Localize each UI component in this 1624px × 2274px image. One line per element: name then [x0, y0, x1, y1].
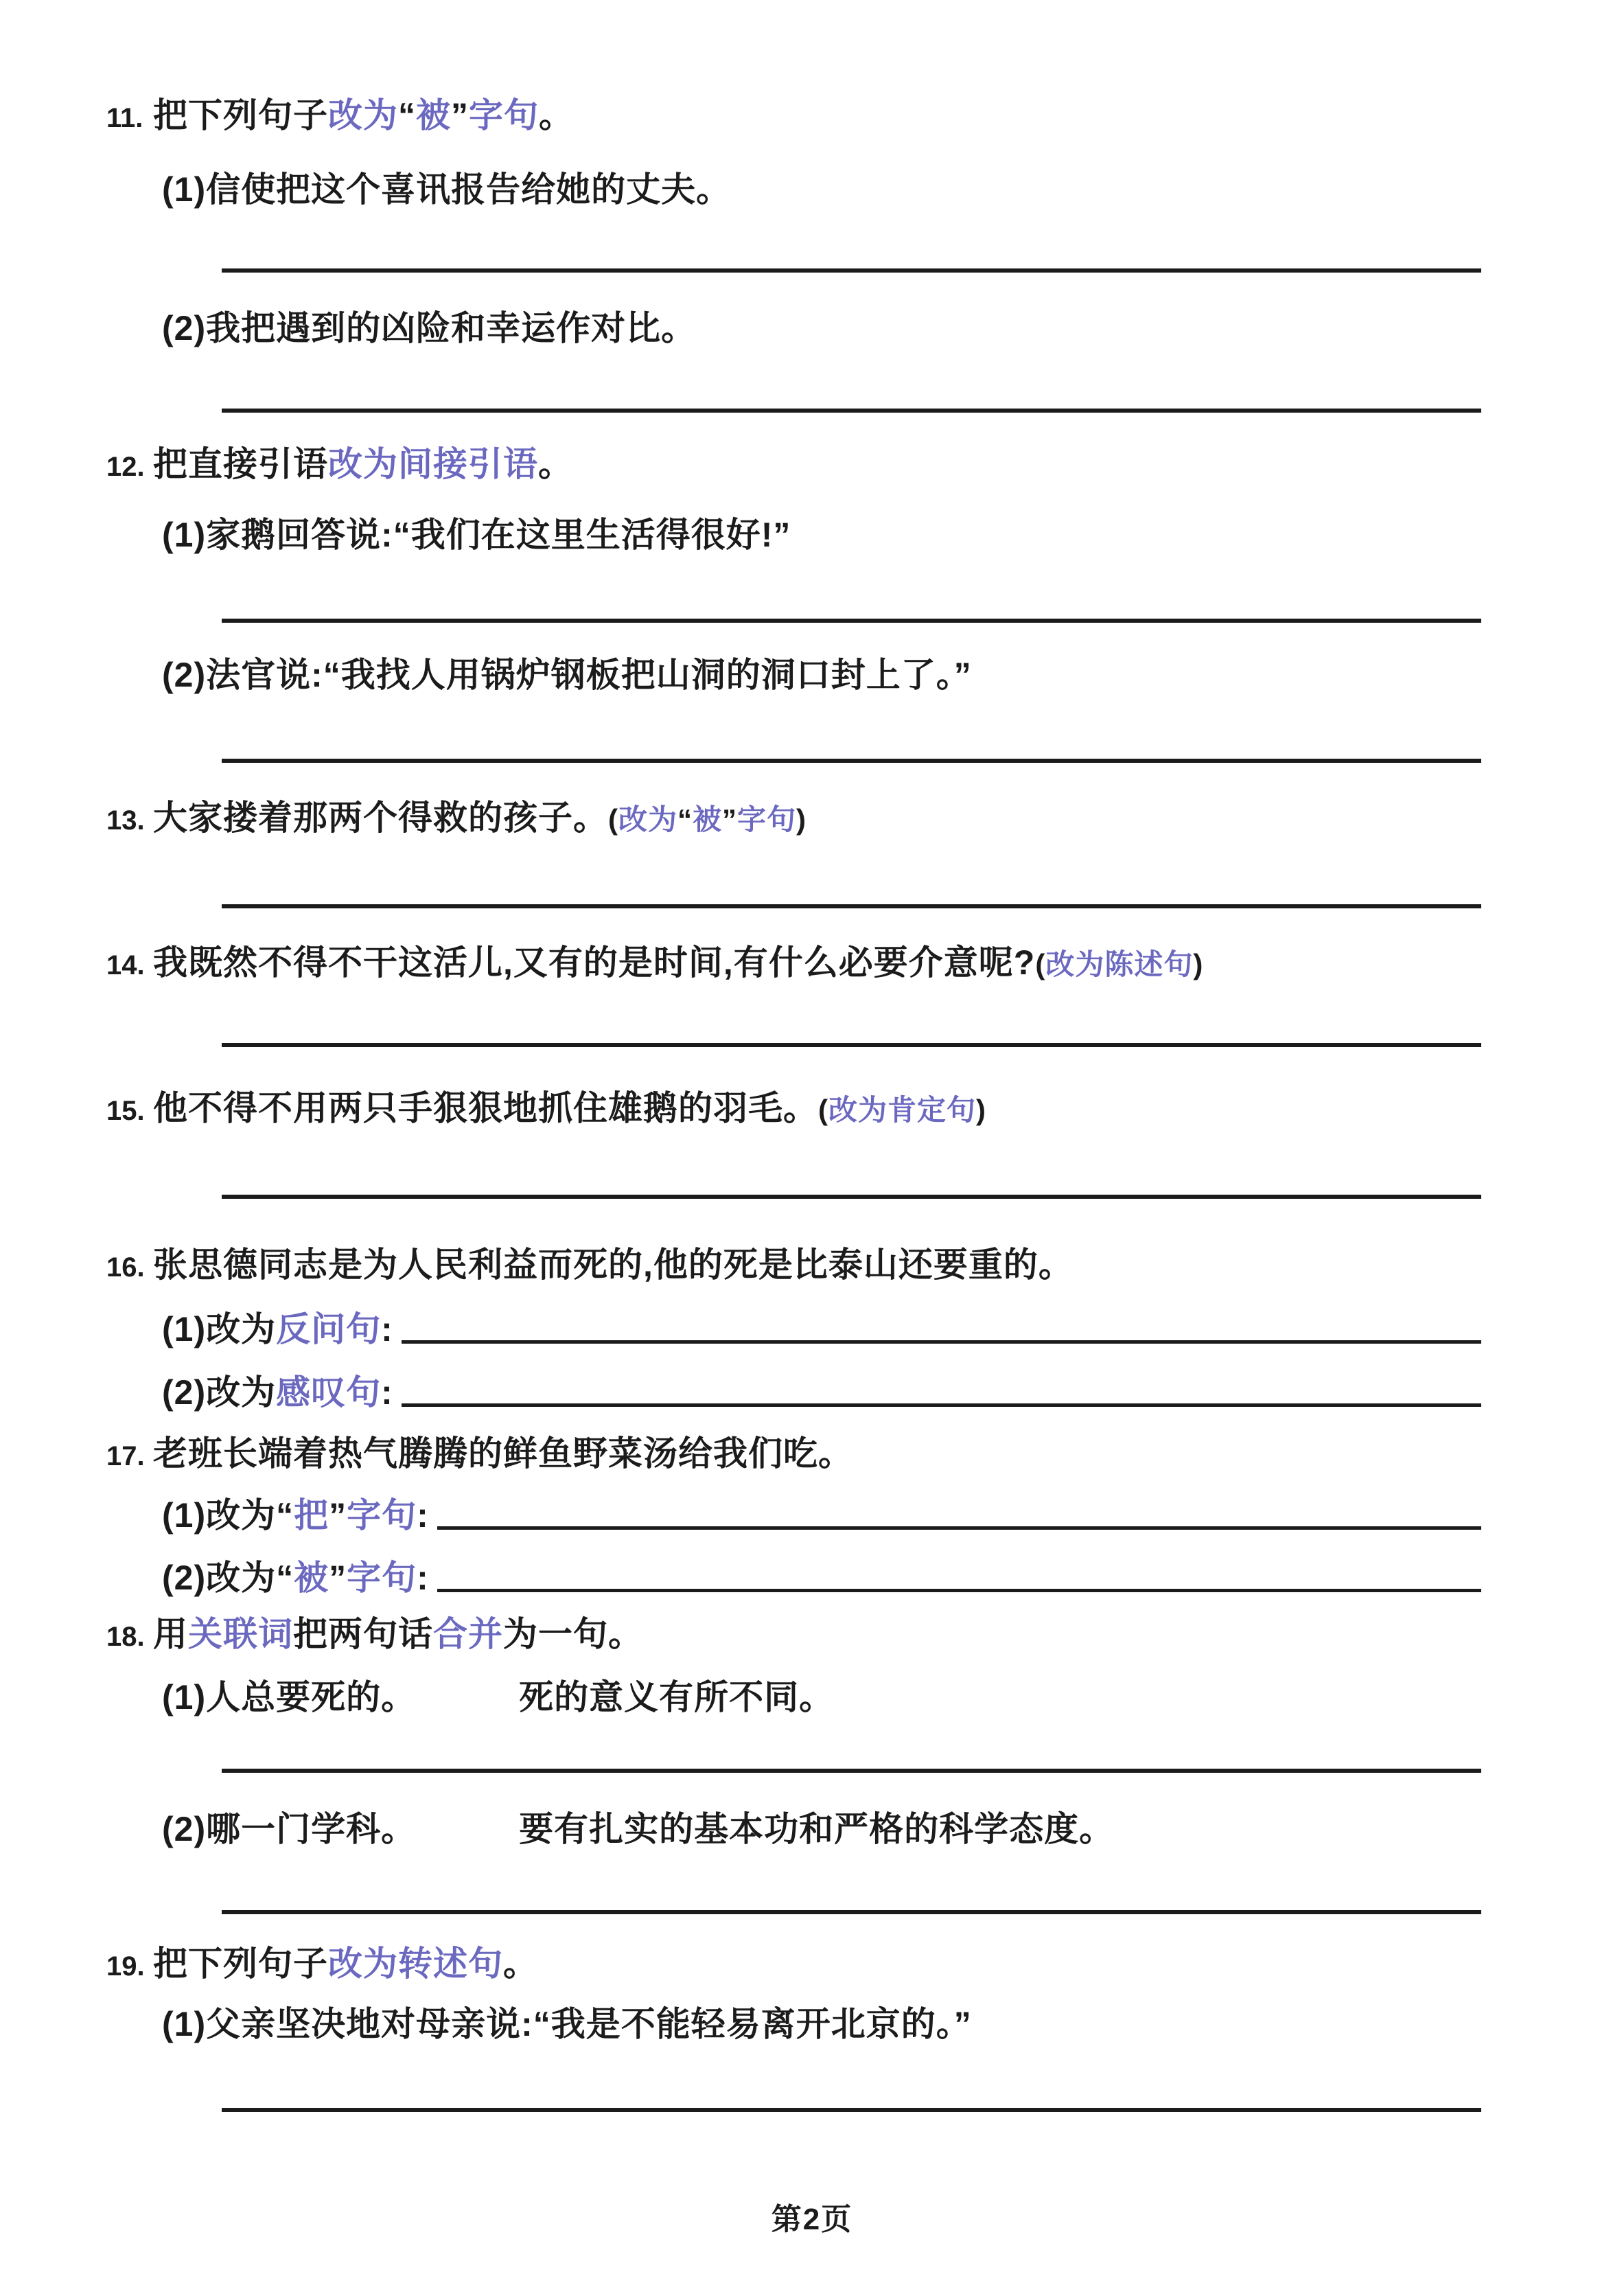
title-segment: 被	[416, 96, 451, 135]
answer-blank-11-1[interactable]	[222, 268, 1481, 273]
title-segment: 为一句。	[503, 1615, 643, 1653]
question-11-item-1	[162, 170, 731, 210]
answer-blank-12-1[interactable]	[222, 619, 1481, 623]
title-segment: 字句	[737, 803, 797, 836]
answer-blank-16-1[interactable]	[402, 1340, 1481, 1344]
title-segment: 大家搂着那两个得救的孩子。	[153, 799, 608, 837]
question-number: 15.	[106, 1096, 145, 1126]
text-segment: “	[276, 1559, 294, 1597]
item-label: (1)	[162, 1310, 207, 1348]
title-segment: 改为肯定句	[828, 1094, 977, 1126]
page-number: 第2页	[771, 2203, 853, 2236]
title-segment: “	[398, 96, 416, 135]
answer-blank-11-2[interactable]	[222, 409, 1481, 413]
text-segment: 字句	[347, 1496, 417, 1535]
question-16-item-1	[162, 1310, 1481, 1350]
title-segment: 改为转述句	[328, 1944, 503, 1983]
question-11-title	[106, 96, 574, 136]
question-18-item-1	[162, 1678, 834, 1718]
question-12-item-1	[162, 516, 791, 555]
item-label: (2)	[162, 656, 207, 694]
title-segment: )	[1193, 948, 1204, 980]
question-17-item-2	[162, 1559, 1481, 1598]
text-segment: 父亲坚决地对母亲说:“我是不能轻易离开北京的。”	[206, 2005, 972, 2043]
question-16-title	[106, 1245, 1074, 1285]
item-label: (2)	[162, 1559, 207, 1597]
item-label: (1)	[162, 170, 207, 209]
answer-blank-15[interactable]	[222, 1195, 1481, 1199]
text-segment: :	[381, 1373, 393, 1412]
title-segment: 把下列句子	[153, 1944, 328, 1983]
title-segment: 他不得不用两只手狠狠地抓住雄鹅的羽毛。	[153, 1089, 818, 1127]
title-segment: 我既然不得不干这活儿,又有的是时间,有什么必要介意呢?	[153, 943, 1036, 982]
title-segment: 把下列句子	[153, 96, 328, 135]
text-segment: 被	[294, 1559, 329, 1597]
title-segment: 改为间接引语	[328, 445, 538, 483]
title-segment: “	[677, 803, 693, 836]
text-segment: :	[381, 1310, 393, 1348]
title-segment: 字句	[469, 96, 539, 135]
title-segment: 被	[693, 803, 723, 836]
question-12-item-2	[162, 656, 972, 696]
title-segment: 。	[538, 445, 573, 483]
question-18-title	[106, 1615, 643, 1655]
question-number: 12.	[106, 452, 145, 482]
question-19-title	[106, 1944, 538, 1984]
question-number: 19.	[106, 1951, 145, 1982]
question-12-title	[106, 445, 573, 485]
item-label: (1)	[162, 516, 207, 554]
answer-blank-12-2[interactable]	[222, 759, 1481, 763]
text-segment: 死的意义有所不同。	[519, 1678, 835, 1716]
title-segment: 关联词	[188, 1615, 293, 1653]
question-18-item-2	[162, 1810, 1114, 1850]
title-segment: 改为	[328, 96, 398, 135]
question-number: 14.	[106, 950, 145, 980]
item-label: (2)	[162, 1810, 207, 1848]
title-segment: 。	[503, 1944, 538, 1983]
title-segment: ”	[451, 96, 469, 135]
text-segment: 法官说:“我找人用锅炉钢板把山洞的洞口封上了。”	[206, 656, 972, 694]
text-segment: ”	[329, 1496, 347, 1535]
answer-blank-19-1[interactable]	[222, 2108, 1481, 2112]
text-segment: 改为	[206, 1310, 277, 1348]
title-segment: (	[818, 1094, 828, 1126]
text-segment: 我把遇到的凶险和幸运作对比。	[206, 309, 697, 347]
item-label: (2)	[162, 309, 207, 347]
text-segment: 哪一门学科。	[206, 1810, 417, 1848]
question-17-item-1	[162, 1496, 1481, 1536]
question-17-title	[106, 1434, 853, 1474]
title-segment: ”	[722, 803, 738, 836]
title-segment: 改为陈述句	[1045, 948, 1194, 980]
question-number: 16.	[106, 1252, 145, 1283]
item-label: (1)	[162, 1496, 207, 1535]
title-segment: 把直接引语	[153, 445, 328, 483]
question-15-title	[106, 1089, 986, 1129]
question-number: 11.	[106, 103, 143, 133]
item-label: (2)	[162, 1373, 207, 1412]
answer-blank-18-1[interactable]	[222, 1769, 1481, 1773]
title-segment: 用	[153, 1615, 188, 1653]
title-segment: 。	[539, 96, 574, 135]
title-segment: 合并	[433, 1615, 503, 1653]
question-14-title	[106, 943, 1203, 983]
title-segment: 老班长端着热气腾腾的鲜鱼野菜汤给我们吃。	[153, 1434, 853, 1473]
answer-blank-18-2[interactable]	[222, 1910, 1481, 1914]
question-11-item-2	[162, 309, 696, 349]
item-label: (1)	[162, 2005, 207, 2043]
text-segment: 信使把这个喜讯报告给她的丈夫。	[206, 170, 732, 209]
question-number: 13.	[106, 805, 145, 836]
text-segment: 人总要死的。	[206, 1678, 417, 1716]
text-segment: 把	[294, 1496, 329, 1535]
title-segment: (	[1035, 948, 1046, 980]
title-segment: 改为	[618, 803, 678, 836]
text-segment: 反问句	[276, 1310, 382, 1348]
text-segment: 改为	[206, 1496, 277, 1535]
question-16-item-2	[162, 1373, 1481, 1413]
title-segment: 把两句话	[293, 1615, 433, 1653]
text-segment: 家鹅回答说:“我们在这里生活得很好!”	[206, 516, 791, 554]
question-number: 17.	[106, 1441, 145, 1471]
answer-blank-17-2[interactable]	[437, 1589, 1481, 1592]
text-segment: “	[276, 1496, 294, 1535]
text-segment: 要有扎实的基本功和严格的科学态度。	[519, 1810, 1115, 1848]
answer-blank-17-1[interactable]	[437, 1526, 1481, 1530]
text-segment: 字句	[347, 1559, 417, 1597]
item-label: (1)	[162, 1678, 207, 1716]
title-segment: )	[796, 803, 807, 836]
text-segment: 改为	[206, 1373, 277, 1412]
answer-blank-14[interactable]	[222, 1043, 1481, 1047]
question-13-title	[106, 799, 807, 838]
question-number: 18.	[106, 1622, 145, 1652]
answer-blank-13[interactable]	[222, 904, 1481, 908]
text-segment: 改为	[206, 1559, 277, 1597]
answer-blank-16-2[interactable]	[402, 1403, 1481, 1407]
title-segment: (	[608, 803, 618, 836]
text-segment: ”	[329, 1559, 347, 1597]
text-segment: 感叹句	[276, 1373, 382, 1412]
title-segment: 张思德同志是为人民利益而死的,他的死是比泰山还要重的。	[153, 1245, 1074, 1284]
text-segment: :	[417, 1559, 429, 1597]
text-segment: :	[417, 1496, 429, 1535]
title-segment: )	[976, 1094, 987, 1126]
question-19-item-1	[162, 2005, 972, 2045]
